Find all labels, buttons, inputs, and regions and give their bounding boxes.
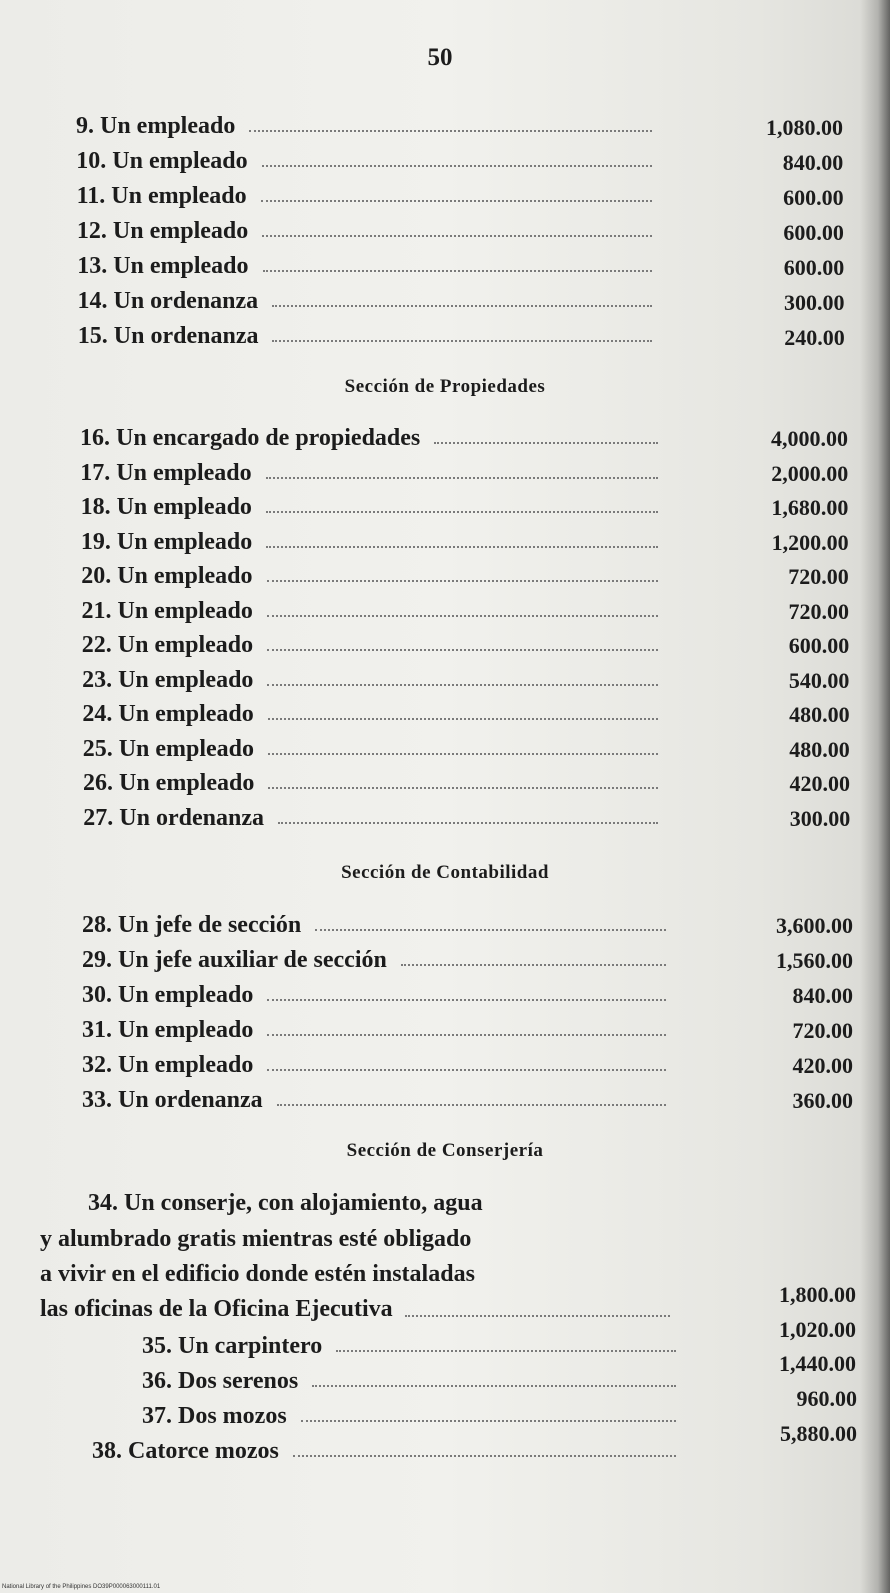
dot-leader [249,130,652,132]
list-item [77,183,652,217]
item-amount: 600.00 [783,255,845,280]
item-label: 9. Un empleado [76,113,236,139]
item-label: 27. Un ordenanza [83,804,264,831]
paragraph-line: a vivir en el edificio donde estén instaladas [40,1261,475,1287]
list-item [82,667,658,701]
item-label: 28. Un jefe de sección [82,912,302,938]
list-item [82,1052,666,1086]
item-amount: 1,560.00 [776,948,853,973]
item-label: 29. Un jefe auxiliar de sección [82,947,387,973]
section-title-conserjeria: Sección de Conserjería [346,1140,544,1161]
dot-leader [266,511,658,513]
item-amount: 3,600.00 [776,913,853,938]
item-label: 21. Un empleado [81,597,253,624]
list-item [81,494,658,528]
item-amount: 600.00 [783,185,844,210]
item-label: 24. Un empleado [82,701,254,727]
list-item [142,1368,676,1402]
list-item [82,598,659,632]
item-amount: 1,440.00 [779,1351,856,1376]
item-label: 37. Dos mozos [142,1403,287,1429]
item-amount: 840.00 [782,150,844,175]
item-amount: 720.00 [792,1018,853,1043]
dot-leader [267,1069,666,1071]
item-amount: 1,200.00 [771,529,849,555]
dot-leader [277,1104,666,1106]
item-amount: 420.00 [789,771,850,796]
paragraph-line: las oficinas de la Oficina Ejecutiva [40,1296,393,1322]
list-item [76,148,652,182]
list-item [76,113,652,147]
dot-leader [267,1034,666,1036]
item-label: 20. Un empleado [81,563,253,589]
dot-leader [278,822,658,824]
paragraph-line: y alumbrado gratis mientras esté obligado [40,1226,472,1252]
dot-leader [336,1350,676,1352]
item-label: 31. Un empleado [82,1017,254,1043]
dot-leader [272,340,652,342]
item-label: 26. Un empleado [83,770,255,796]
list-item [82,982,666,1016]
list-item [83,770,658,804]
item-amount: 480.00 [789,736,850,762]
item-amount: 5,880.00 [780,1421,857,1446]
dot-leader [267,999,666,1001]
list-item [78,288,653,322]
dot-leader [401,964,666,966]
item-label: 18. Un empleado [80,494,252,520]
item-amount: 600.00 [788,633,850,658]
section-title-contabilidad: Sección de Contabilidad [341,862,549,883]
list-item [81,563,658,597]
dot-leader [267,649,658,651]
section-title-propiedades: Sección de Propiedades [344,376,546,397]
list-item [92,1438,676,1472]
item-label: 17. Un empleado [80,459,252,486]
item-amount: 420.00 [792,1053,853,1078]
dot-leader [262,165,652,167]
dot-leader [312,1385,676,1387]
dot-leader [267,615,658,617]
list-item [80,425,658,459]
list-item [82,912,666,946]
list-item [82,1087,666,1121]
item-amount: 1,800.00 [779,1282,856,1307]
dot-leader [267,580,658,582]
item-amount: 600.00 [783,220,844,245]
item-label: 13. Un empleado [77,253,249,279]
list-item [78,323,652,357]
item-label: 25. Un empleado [82,735,255,762]
list-item [77,253,652,287]
dot-leader [262,235,652,237]
item-label: 30. Un empleado [82,982,254,1008]
dot-leader [266,477,658,479]
dot-leader [268,753,658,755]
item-amount: 2,000.00 [771,460,849,486]
list-item [83,805,658,839]
list-item [142,1333,676,1367]
dot-leader [272,305,652,307]
item-label: 19. Un empleado [80,528,253,555]
item-label: 22. Un empleado [81,632,254,658]
list-item [82,701,658,735]
item-label: 23. Un empleado [82,666,254,693]
list-item [81,529,658,563]
item-label: 33. Un ordenanza [82,1087,263,1113]
dot-leader [268,787,658,789]
dot-leader [263,270,652,272]
item-amount: 1,680.00 [771,495,849,520]
dot-leader [261,200,652,202]
list-item [82,632,658,666]
item-label: 32. Un empleado [82,1052,254,1078]
item-label: 16. Un encargado de propiedades [80,425,421,451]
dot-leader [268,718,658,720]
item-label: 36. Dos serenos [142,1368,299,1394]
item-amount: 360.00 [792,1088,853,1113]
list-item [77,218,652,252]
item-label: 15. Un ordenanza [77,323,259,349]
item-amount: 720.00 [788,564,849,589]
item-amount: 1,080.00 [766,115,843,140]
item-label: 11. Un empleado [76,183,247,209]
list-item [82,947,666,981]
page-number: 50 [427,44,453,71]
item-amount: 720.00 [788,598,849,624]
paragraph-line: 34. Un conserje, con alojamiento, agua [88,1190,483,1216]
item-amount: 240.00 [784,325,845,350]
item-label: 12. Un empleado [76,218,249,244]
dot-leader [405,1315,670,1317]
dot-leader [301,1420,676,1422]
item-label: 35. Un carpintero [142,1333,323,1359]
item-label: 38. Catorce mozos [92,1438,279,1464]
dot-leader [293,1455,676,1457]
item-amount: 4,000.00 [771,426,848,451]
page-edge-shadow [860,0,890,1593]
list-item [80,460,658,494]
item-amount: 300.00 [784,290,845,315]
item-amount: 540.00 [788,667,850,693]
item-amount: 480.00 [789,702,850,727]
list-item [82,1017,666,1051]
dot-leader [266,546,658,548]
dot-leader [267,684,658,686]
list-item [142,1403,676,1437]
dot-leader [315,929,666,931]
item-label: 14. Un ordenanza [77,288,259,314]
item-label: 10. Un empleado [76,148,248,174]
item-amount: 1,020.00 [779,1317,856,1342]
list-item [83,736,658,770]
item-amount: 300.00 [789,805,851,831]
scan-footer: National Library of the Philippines DO39P000063000111.01 [2,1584,161,1590]
item-amount: 840.00 [792,983,853,1008]
item-amount: 960.00 [796,1386,857,1411]
dot-leader [434,442,658,444]
